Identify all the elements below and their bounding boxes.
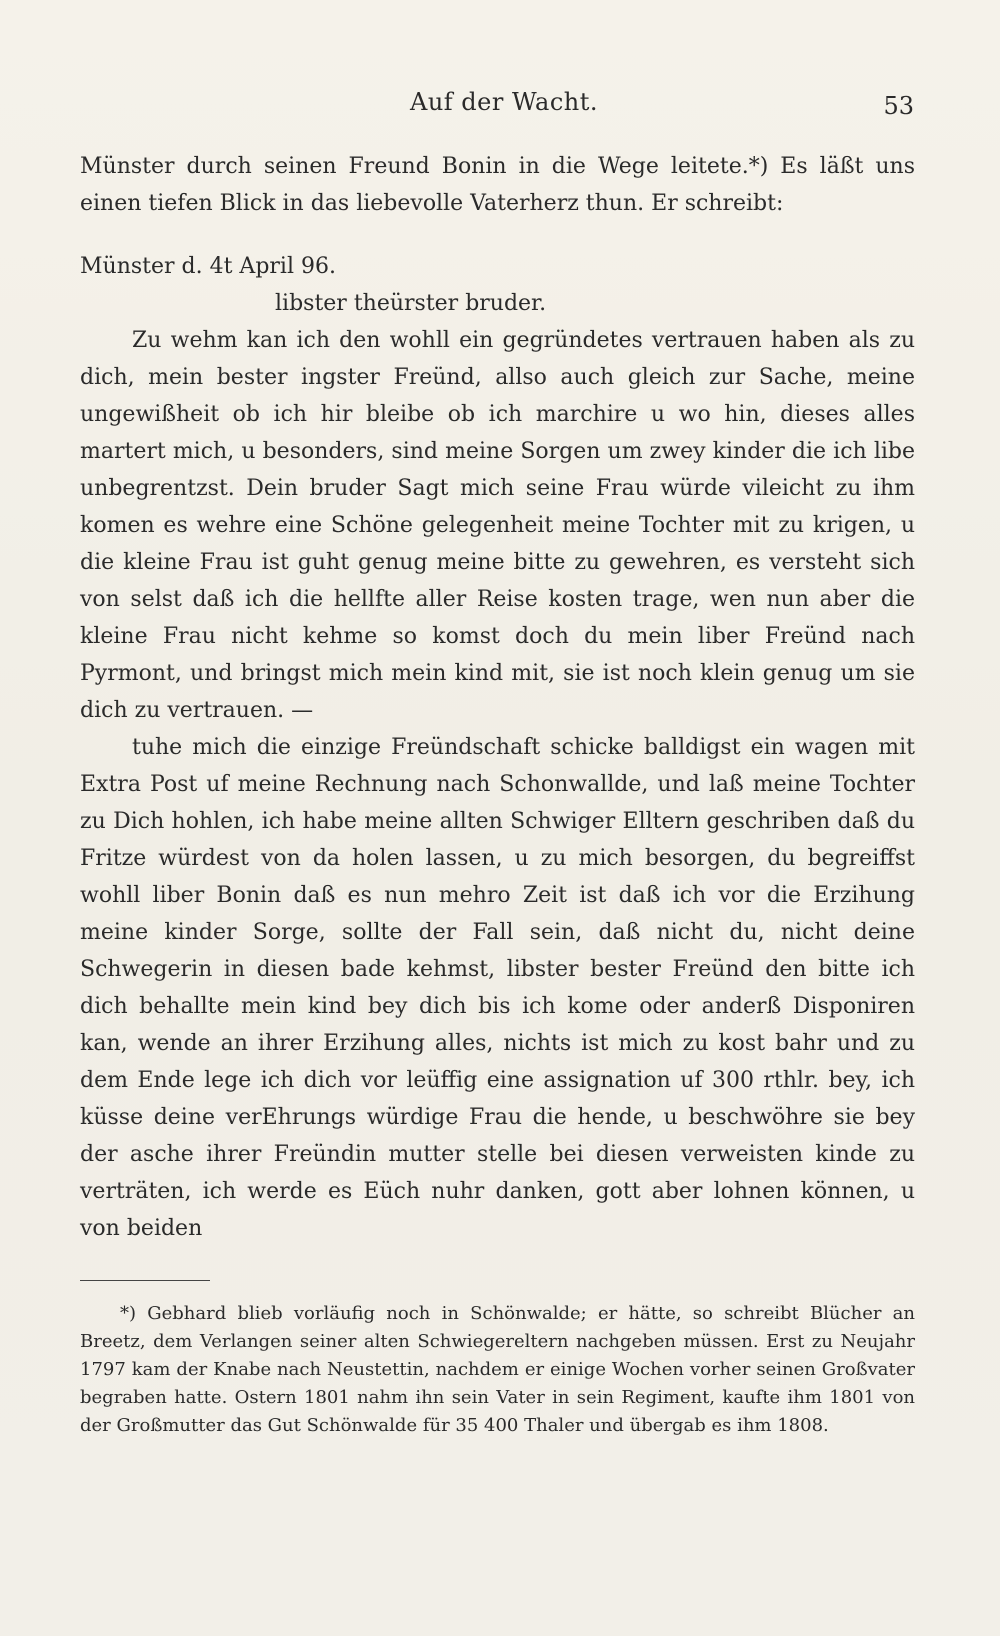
intro-paragraph: Münster durch seinen Freund Bonin in die Wege leitete.*) Es läßt uns einen tiefen Blick in das liebevolle Vaterherz thun. Er schreibt: <box>80 154 915 216</box>
letter-paragraph: Zu wehm kan ich den wohll ein gegründetes vertrauen haben als zu dich, mein bester ingster Freünd, allso auch gleich zur Sache, meine ungewißheit ob ich hir bleibe ob ich marchire u wo hin, dieses alles martert mich, u besonders, sind meine Sorgen um zwey kinder die ich libe unbegrentzst. Dein bruder Sagt mich seine Frau würde vileicht zu ihm komen es wehre eine Schöne gelegenheit meine Tochter mit zu krigen, u die kleine Frau ist guht genug meine bitte zu gewehren, es versteht sich von selst daß ich die hellfte aller Reise kosten trage, wen nun aber die kleine Frau nicht kehme so komst doch du mein liber Freünd nach Pyrmont, und bringst mich mein kind mit, sie ist noch klein genug um sie dich zu vertrauen. — <box>80 328 915 723</box>
page-number: 53 <box>883 92 914 120</box>
running-title: Auf der Wacht. <box>410 88 599 116</box>
footnote: *) Gebhard blieb vorläufig noch in Schönwalde; er hätte, so schreibt Blücher an Breetz, dem Verlangen seiner alten Schwiegereltern nachgeben müssen. Erst zu Neujahr 1797 kam der Knabe nach Neustettin, nachdem er einige Wochen vorher seinen Großvater begraben hatte. Ostern 1801 nahm ihn sein Vater in sein Regiment, kaufte ihm 1801 von der Großmutter das Gut Schönwalde für 35 400 Thaler und übergab es ihm 1808. <box>80 1303 915 1436</box>
main-text <box>80 148 915 1247</box>
letter-paragraph: tuhe mich die einzige Freündschaft schicke balldigst ein wagen mit Extra Post uf meine Rechnung nach Schonwallde, und laß meine Tochter zu Dich hohlen, ich habe meine allten Schwiger Elltern geschriben daß du Fritze würdest von da holen lassen, u zu mich besorgen, du begreiffst wohll liber Bonin daß es nun mehro Zeit ist daß ich vor die Erzihung meine kinder Sorge, sollte der Fall sein, daß nicht du, nicht deine Schwegerin in diesen bade kehmst, libster bester Freünd den bitte ich dich behallte mein kind bey dich bis ich kome oder anderß Disponiren kan, wende an ihrer Erzihung alles, nichts ist mich zu kost bahr und zu dem Ende lege ich dich vor leüffig eine assignation uf 300 rthlr. bey, ich küsse deine verEhrungs würdige Frau die hende, u beschwöhre sie bey der asche ihrer Freündin mutter stelle bei diesen verweisten kinde zu verträten, ich werde es Eüch nuhr danken, gott aber lohnen können, u von beiden <box>80 735 915 1241</box>
letter-place-date: Münster d. 4t April 96. <box>80 254 336 279</box>
letter-salutation: libster theürster bruder. <box>275 291 547 316</box>
footnote-divider <box>80 1280 210 1281</box>
page-header <box>0 88 1000 128</box>
